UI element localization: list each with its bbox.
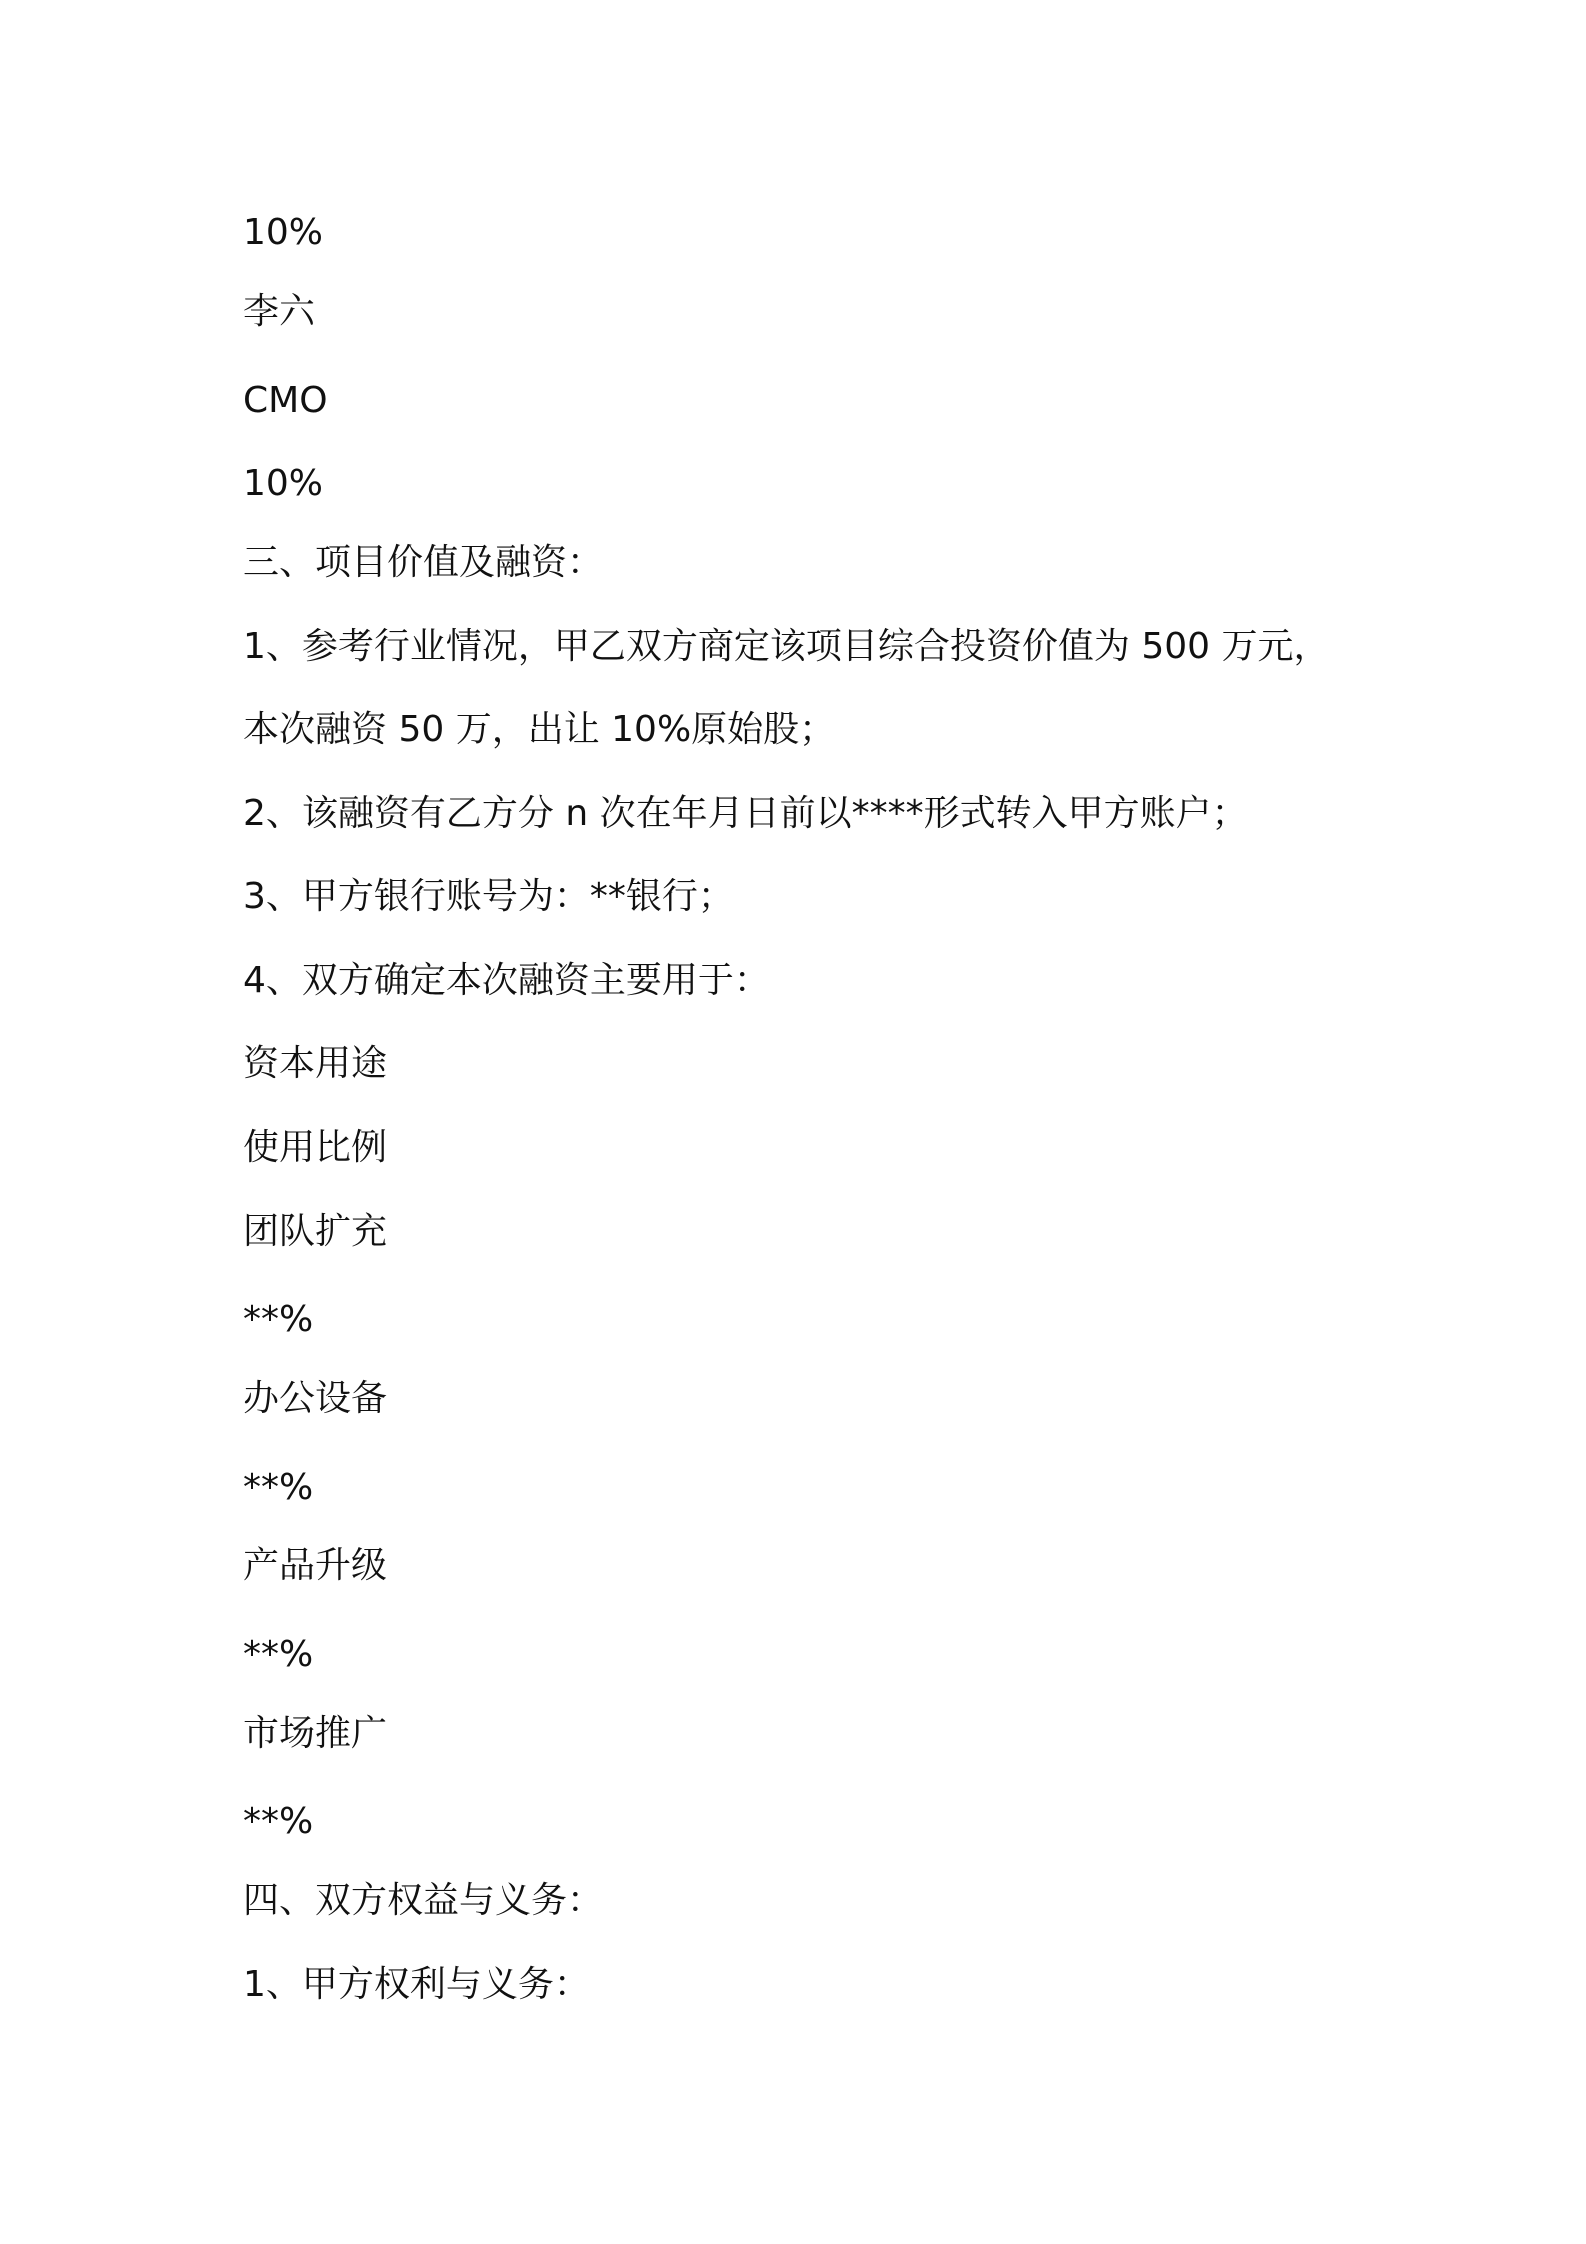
- section-heading: 三、项目价值及融资：: [243, 542, 604, 583]
- text-line: 办公设备: [243, 1378, 388, 1419]
- text-line: 产品升级: [243, 1545, 388, 1586]
- text-line: CMO: [243, 380, 328, 421]
- text-line: 市场推广: [243, 1713, 388, 1754]
- text-line: 3、甲方银行账号为：**银行；: [243, 876, 734, 917]
- text-line: 10%: [243, 212, 324, 253]
- text-line: 使用比例: [243, 1127, 388, 1168]
- text-line: **%: [243, 1299, 314, 1340]
- text-line: 李六: [243, 291, 316, 332]
- text-line: 资本用途: [243, 1043, 388, 1084]
- text-line: 本次融资 50 万，出让 10%原始股；: [243, 709, 836, 750]
- text-line: **%: [243, 1801, 314, 1842]
- text-line: **%: [243, 1634, 314, 1675]
- text-line: 1、甲方权利与义务：: [243, 1964, 590, 2005]
- text-line: 2、该融资有乙方分 n 次在年月日前以****形式转入甲方账户；: [243, 793, 1248, 834]
- text-line: **%: [243, 1467, 314, 1508]
- section-heading: 四、双方权益与义务：: [243, 1880, 604, 1921]
- text-line: 1、参考行业情况，甲乙双方商定该项目综合投资价值为 500 万元，: [243, 626, 1330, 667]
- text-line: 4、双方确定本次融资主要用于：: [243, 960, 770, 1001]
- text-line: 10%: [243, 463, 324, 504]
- text-line: 团队扩充: [243, 1211, 388, 1252]
